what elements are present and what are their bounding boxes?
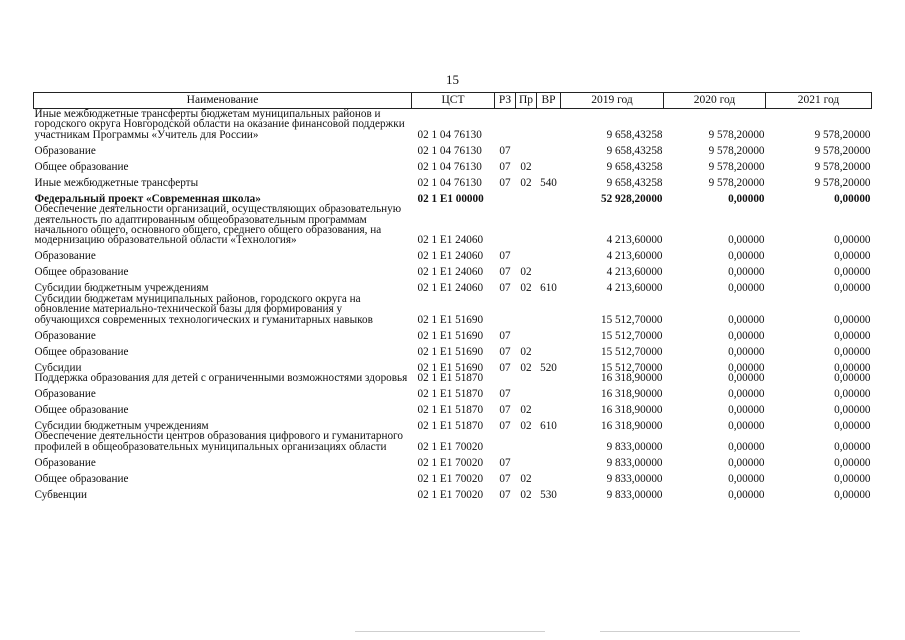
table-row: [34, 357, 872, 373]
table-row: [34, 484, 872, 500]
cell-y2020: 0,00000: [728, 440, 765, 453]
cell-csr: 02 1 E1 51870: [417, 372, 484, 385]
cell-name: Иные межбюджетные трансферты бюджетам муниципальных районов и городского округа Новгородской области на оказание финансовой поддержки участникам Программы «Учитель для России»: [34, 108, 405, 141]
cell-y2021: 9 578,20000: [814, 176, 871, 189]
cell-pr: [516, 109, 537, 141]
cell-rz: 07: [499, 329, 511, 342]
cell-vr: [537, 373, 561, 383]
cell-vr: 520: [540, 361, 557, 374]
cell-y2021: 0,00000: [834, 472, 871, 485]
cell-y2019: 4 213,60000: [606, 234, 663, 247]
cell-y2020: 0,00000: [728, 345, 765, 358]
cell-csr: 02 1 E1 51690: [417, 313, 484, 326]
cell-rz: 07: [499, 488, 511, 501]
cell-vr: [537, 262, 561, 278]
cell-name: Субсидии бюджетам муниципальных районов, городского округа на обновление материально-технической базы для формирования у обучающихся современных технологических и гуманитарных навыков: [34, 292, 373, 326]
cell-y2020: 0,00000: [728, 472, 765, 485]
table-row: [34, 415, 872, 431]
cell-y2019: 4 213,60000: [606, 250, 663, 263]
cell-y2020: 0,00000: [728, 420, 765, 433]
cell-csr: 02 1 E1 70020: [417, 440, 484, 453]
cell-name: Поддержка образования для детей с ограниченными возможностями здоровья: [34, 372, 408, 385]
cell-name: Образование: [34, 144, 96, 157]
table-row: [34, 468, 872, 484]
cell-vr: [537, 341, 561, 357]
cell-vr: [537, 294, 561, 325]
cell-y2019: 16 318,90000: [600, 420, 663, 433]
cell-y2020: 0,00000: [728, 313, 765, 326]
cell-y2019: 16 318,90000: [600, 372, 663, 385]
table-header-row: [34, 93, 872, 109]
cell-name: Общее образование: [34, 266, 129, 279]
cell-name: Общее образование: [34, 160, 129, 173]
page-number: 15: [446, 72, 459, 87]
cell-y2020: 9 578,20000: [708, 176, 765, 189]
cell-pr: [516, 294, 537, 325]
cell-name: Общее образование: [34, 345, 129, 358]
cell-pr: [516, 452, 537, 468]
cell-pr: 02: [520, 404, 532, 417]
table-row: [34, 188, 872, 204]
cell-vr: 610: [540, 282, 557, 295]
cell-csr: 02 1 E1 24060: [417, 282, 484, 295]
cell-vr: [537, 246, 561, 262]
header-pr: Пр: [516, 93, 537, 109]
cell-vr: [537, 452, 561, 468]
cell-vr: [537, 325, 561, 341]
header-2019: 2019 год: [561, 93, 664, 109]
header-csr: ЦСТ: [412, 93, 495, 109]
cell-y2021: 0,00000: [834, 282, 871, 295]
cell-pr: [516, 383, 537, 399]
cell-vr: [537, 383, 561, 399]
cell-rz: [495, 294, 516, 325]
table-row: [34, 278, 872, 294]
cell-csr: 02 1 E1 24060: [417, 250, 484, 263]
cell-rz: [495, 431, 516, 452]
cell-vr: 530: [540, 488, 557, 501]
cell-pr: 02: [520, 488, 532, 501]
cell-csr: 02 1 E1 51690: [417, 329, 484, 342]
cell-y2019: 15 512,70000: [600, 329, 663, 342]
cell-y2021: 0,00000: [834, 488, 871, 501]
cell-rz: [495, 373, 516, 383]
cell-y2019: 15 512,70000: [600, 345, 663, 358]
cell-y2020: 0,00000: [728, 488, 765, 501]
cell-rz: 07: [499, 266, 511, 279]
cell-csr: 02 1 E1 51870: [417, 404, 484, 417]
table-row: [34, 452, 872, 468]
cell-name: Образование: [34, 250, 96, 263]
scan-noise-line: [600, 631, 800, 632]
cell-y2020: 0,00000: [728, 361, 765, 374]
cell-y2021: 0,00000: [834, 192, 871, 205]
cell-y2021: 0,00000: [834, 266, 871, 279]
cell-y2020: 0,00000: [728, 250, 765, 263]
cell-vr: 610: [540, 420, 557, 433]
cell-y2019: 9 833,00000: [606, 488, 663, 501]
cell-y2021: 0,00000: [834, 388, 871, 401]
cell-rz: 07: [499, 345, 511, 358]
cell-rz: 07: [499, 282, 511, 295]
cell-vr: [537, 140, 561, 156]
cell-pr: [516, 188, 537, 204]
cell-vr: [537, 156, 561, 172]
cell-name: Иные межбюджетные трансферты: [34, 176, 199, 189]
cell-name: Образование: [34, 456, 96, 469]
cell-name: Обеспечение деятельности центров образования цифрового и гуманитарного профилей в общеобразовательных муниципальных организациях области: [34, 430, 403, 453]
cell-name: Субсидии: [34, 361, 82, 374]
cell-pr: 02: [520, 472, 532, 485]
cell-rz: 07: [499, 472, 511, 485]
cell-pr: 02: [520, 160, 532, 173]
table-row: [34, 156, 872, 172]
cell-pr: [516, 431, 537, 452]
cell-name: Общее образование: [34, 404, 129, 417]
cell-pr: 02: [520, 266, 532, 279]
cell-pr: 02: [520, 176, 532, 189]
cell-y2021: 0,00000: [834, 404, 871, 417]
cell-pr: 02: [520, 420, 532, 433]
cell-y2020: 0,00000: [728, 404, 765, 417]
cell-y2021: 0,00000: [834, 372, 871, 385]
cell-csr: 02 1 04 76130: [417, 160, 482, 173]
table-row: [34, 109, 872, 141]
cell-y2020: 0,00000: [728, 234, 765, 247]
cell-vr: 540: [540, 176, 557, 189]
cell-y2021: 0,00000: [834, 329, 871, 342]
cell-y2020: 9 578,20000: [708, 144, 765, 157]
table-row: [34, 172, 872, 188]
cell-pr: 02: [520, 345, 532, 358]
cell-y2021: 0,00000: [834, 250, 871, 263]
table-row: [34, 294, 872, 325]
cell-y2019: 4 213,60000: [606, 282, 663, 295]
cell-rz: 07: [499, 388, 511, 401]
cell-name: Федеральный проект «Современная школа»: [34, 192, 261, 205]
cell-csr: 02 1 E1 00000: [417, 192, 484, 205]
cell-y2020: 9 578,20000: [708, 128, 765, 141]
cell-csr: 02 1 E1 51690: [417, 345, 484, 358]
cell-rz: 07: [499, 404, 511, 417]
cell-vr: [537, 431, 561, 452]
cell-y2021: 0,00000: [834, 345, 871, 358]
cell-y2021: 0,00000: [834, 456, 871, 469]
table-row: [34, 204, 872, 246]
cell-vr: [537, 109, 561, 141]
cell-y2021: 0,00000: [834, 361, 871, 374]
header-rz: РЗ: [495, 93, 516, 109]
cell-y2021: 9 578,20000: [814, 160, 871, 173]
cell-y2021: 9 578,20000: [814, 128, 871, 141]
cell-csr: 02 1 E1 24060: [417, 234, 484, 247]
header-2021: 2021 год: [766, 93, 872, 109]
cell-rz: [495, 204, 516, 246]
table-row: [34, 431, 872, 452]
cell-y2021: 0,00000: [834, 440, 871, 453]
cell-pr: [516, 373, 537, 383]
cell-y2020: 0,00000: [728, 388, 765, 401]
table-body: [34, 109, 872, 501]
cell-csr: 02 1 E1 70020: [417, 456, 484, 469]
cell-y2019: 9 658,43258: [606, 160, 663, 173]
cell-csr: 02 1 E1 51690: [417, 361, 484, 374]
cell-rz: 07: [499, 160, 511, 173]
cell-y2019: 4 213,60000: [606, 266, 663, 279]
table-row: [34, 325, 872, 341]
cell-csr: 02 1 04 76130: [417, 128, 482, 141]
cell-csr: 02 1 E1 51870: [417, 420, 484, 433]
cell-csr: 02 1 E1 70020: [417, 488, 484, 501]
cell-csr: 02 1 04 76130: [417, 144, 482, 157]
table-row: [34, 341, 872, 357]
cell-y2020: 9 578,20000: [708, 160, 765, 173]
cell-pr: 02: [520, 282, 532, 295]
cell-rz: 07: [499, 361, 511, 374]
cell-vr: [537, 468, 561, 484]
cell-y2020: 0,00000: [728, 266, 765, 279]
table-row: [34, 262, 872, 278]
cell-pr: [516, 204, 537, 246]
cell-name: Обеспечение деятельности организаций, осуществляющих образовательную деятельность по адаптированным общеобразовательным программам начального общего, основного общего, среднего общего образования, на модернизацию образовательной области «Технология»: [34, 203, 402, 247]
cell-rz: [495, 109, 516, 141]
cell-pr: [516, 246, 537, 262]
cell-name: Субвенции: [34, 488, 87, 501]
cell-y2020: 0,00000: [728, 282, 765, 295]
cell-pr: 02: [520, 361, 532, 374]
cell-rz: 07: [499, 144, 511, 157]
cell-rz: 07: [499, 176, 511, 189]
cell-rz: 07: [499, 420, 511, 433]
cell-y2020: 0,00000: [728, 372, 765, 385]
header-vr: ВР: [537, 93, 561, 109]
cell-rz: [495, 188, 516, 204]
cell-y2019: 16 318,90000: [600, 404, 663, 417]
cell-csr: 02 1 E1 51870: [417, 388, 484, 401]
cell-y2019: 16 318,90000: [600, 388, 663, 401]
cell-y2020: 0,00000: [728, 456, 765, 469]
cell-name: Субсидии бюджетным учреждениям: [34, 420, 209, 433]
cell-rz: 07: [499, 456, 511, 469]
cell-y2021: 0,00000: [834, 420, 871, 433]
cell-csr: 02 1 E1 70020: [417, 472, 484, 485]
cell-y2020: 0,00000: [728, 329, 765, 342]
cell-rz: 07: [499, 250, 511, 263]
table-row: [34, 246, 872, 262]
cell-vr: [537, 188, 561, 204]
cell-name: Общее образование: [34, 472, 129, 485]
cell-pr: [516, 325, 537, 341]
cell-y2019: 9 658,43258: [606, 144, 663, 157]
cell-y2021: 9 578,20000: [814, 144, 871, 157]
cell-name: Субсидии бюджетным учреждениям: [34, 282, 209, 295]
cell-y2019: 9 658,43258: [606, 176, 663, 189]
cell-y2019: 9 833,00000: [606, 440, 663, 453]
cell-y2021: 0,00000: [834, 313, 871, 326]
cell-name: Образование: [34, 388, 96, 401]
cell-y2019: 9 833,00000: [606, 472, 663, 485]
table-row: [34, 399, 872, 415]
cell-csr: 02 1 04 76130: [417, 176, 482, 189]
cell-pr: [516, 140, 537, 156]
cell-vr: [537, 204, 561, 246]
cell-name: Образование: [34, 329, 96, 342]
cell-y2019: 9 833,00000: [606, 456, 663, 469]
cell-y2019: 9 658,43258: [606, 128, 663, 141]
header-2020: 2020 год: [664, 93, 766, 109]
cell-y2020: 0,00000: [728, 192, 765, 205]
cell-y2019: 52 928,20000: [600, 192, 663, 205]
cell-vr: [537, 399, 561, 415]
header-name: Наименование: [34, 93, 412, 109]
table-row: [34, 383, 872, 399]
table-row: [34, 140, 872, 156]
cell-csr: 02 1 E1 24060: [417, 266, 484, 279]
cell-y2019: 15 512,70000: [600, 313, 663, 326]
scan-noise-line: [355, 631, 545, 632]
cell-y2021: 0,00000: [834, 234, 871, 247]
cell-y2019: 15 512,70000: [600, 361, 663, 374]
budget-table: [33, 92, 872, 500]
table-row: [34, 373, 872, 383]
